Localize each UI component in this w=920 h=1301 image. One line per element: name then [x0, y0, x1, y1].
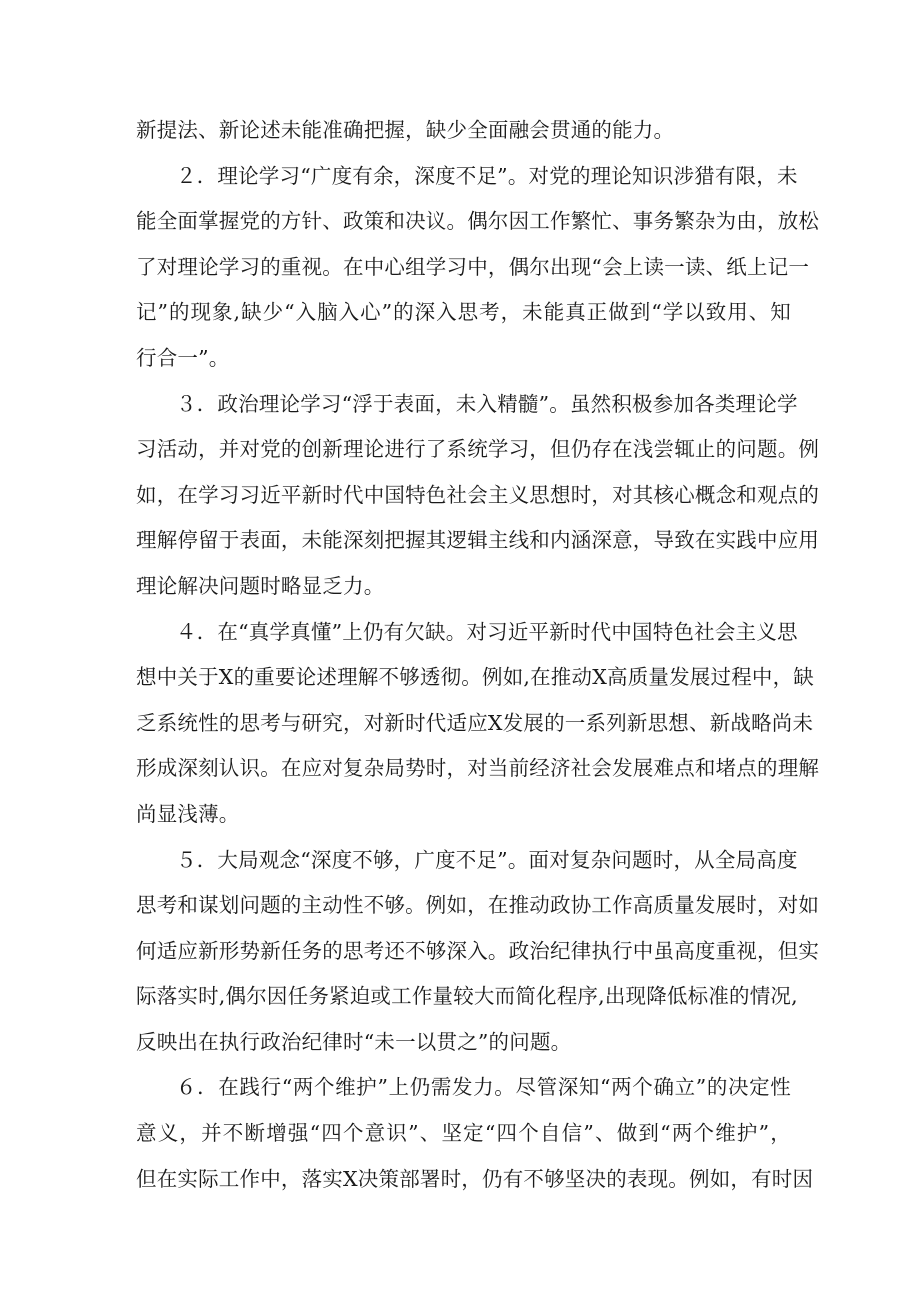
paragraph-line: 意义，并不断增强“四个意识”、坚定“四个自信”、做到“两个维护”， [136, 1121, 791, 1146]
paragraph-line: 形成深刻认识。在应对复杂局势时，对当前经济社会发展难点和堵点的理解 [136, 756, 820, 781]
paragraph-line: 记”的现象,缺少“入脑入心”的深入思考，未能真正做到“学以致用、知 [136, 300, 791, 325]
paragraph-line: 理解停留于表面，未能深刻把握其逻辑主线和内涵深意，导致在实践中应用 [136, 528, 820, 553]
paragraph-2 [136, 154, 820, 382]
paragraph-line: ４．在“真学真懂”上仍有欠缺。对习近平新时代中国特色社会主义思 [176, 619, 798, 644]
paragraph-line: 思考和谋划问题的主动性不够。例如，在推动政协工作高质量发展时，对如 [136, 893, 820, 918]
paragraph-line: 但在实际工作中，落实X决策部署时，仍有不够坚决的表现。例如，有时因 [136, 1166, 814, 1191]
paragraph-line: 了对理论学习的重视。在中心组学习中，偶尔出现“会上读一读、纸上记一 [136, 254, 810, 279]
paragraph-line: 乏系统性的思考与研究，对新时代适应X发展的一系列新思想、新战略尚未 [136, 710, 814, 735]
paragraph-line: 尚显浅薄。 [136, 801, 240, 826]
paragraph-line: ５．大局观念“深度不够，广度不足”。面对复杂问题时，从全局高度 [176, 847, 798, 872]
paragraph-3 [136, 382, 820, 610]
paragraph-6 [136, 1065, 814, 1202]
paragraph-line: ３．政治理论学习“浮于表面，未入精髓”。虽然积极参加各类理论学 [176, 391, 798, 416]
lead-line: 新提法、新论述未能准确把握，缺少全面融会贯通的能力。 [136, 118, 675, 142]
paragraph-line: 行合一”。 [136, 345, 230, 370]
paragraph-line: 想中关于X的重要论述理解不够透彻。例如,在推动X高质量发展过程中，缺 [136, 665, 815, 690]
paragraph-line: 能全面掌握党的方针、政策和决议。偶尔因工作繁忙、事务繁杂为由，放松 [136, 209, 820, 234]
paragraph-line: 何适应新形势新任务的思考还不够深入。政治纪律执行中虽高度重视，但实 [136, 938, 820, 963]
paragraph-line: 际落实时,偶尔因任务紧迫或工作量较大而简化程序,出现降低标准的情况, [136, 984, 798, 1009]
paragraph-4 [136, 610, 820, 838]
paragraph-line: ６．在践行“两个维护”上仍需发力。尽管深知“两个确立”的决定性 [176, 1075, 791, 1100]
paragraph-line: 如，在学习习近平新时代中国特色社会主义思想时，对其核心概念和观点的 [136, 482, 820, 507]
paragraph-line: 反映出在执行政治纪律时“未一以贯之”的问题。 [136, 1029, 572, 1054]
paragraph-line: ２．理论学习“广度有余，深度不足”。对党的理论知识涉猎有限，未 [176, 163, 798, 188]
document-page [136, 108, 820, 1202]
paragraph-line: 习活动，并对党的创新理论进行了系统学习，但仍存在浅尝辄止的问题。例 [136, 437, 820, 462]
paragraph-5 [136, 838, 820, 1066]
paragraph-line: 理论解决问题时略显乏力。 [136, 573, 385, 598]
